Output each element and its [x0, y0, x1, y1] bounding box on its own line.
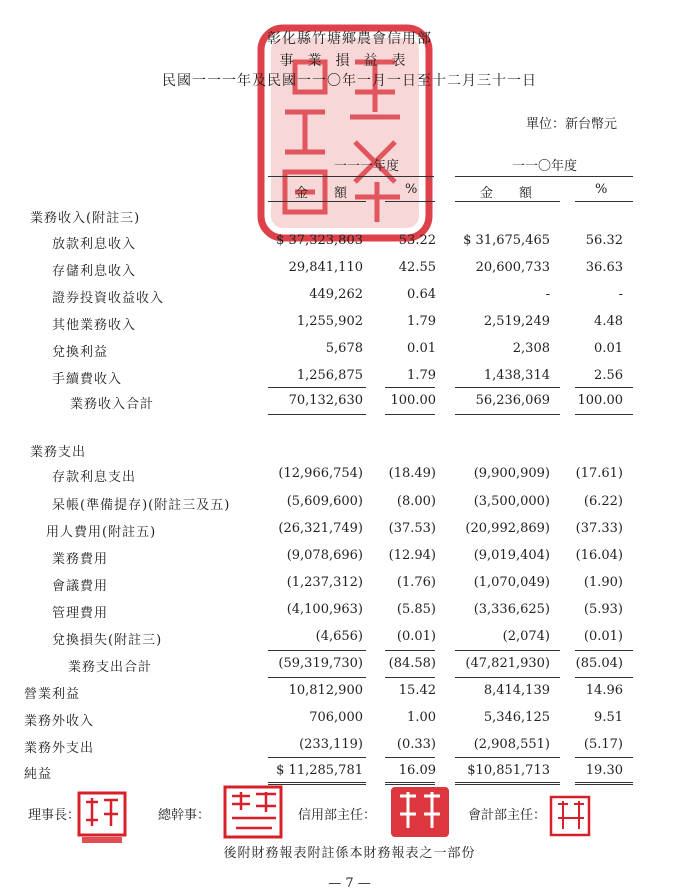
percent-prior: (16.04) [575, 548, 623, 563]
rule-rev-5 [268, 414, 366, 415]
amount-current: (1,237,312) [286, 575, 363, 590]
percent-current: 0.64 [407, 287, 436, 302]
percent-prior: 9.51 [594, 710, 623, 725]
expense-row [0, 466, 699, 486]
currency-unit: 單位：新台幣元 [525, 117, 617, 132]
rule-net-4 [575, 757, 633, 758]
percent-current: (84.58) [388, 656, 436, 671]
accounting-head-seal [548, 794, 592, 838]
row-label: 用人費用(附註五) [46, 525, 157, 540]
percent-current: 53.22 [398, 233, 436, 248]
percent-prior: 56.32 [585, 233, 623, 248]
percent-current: (37.53) [388, 521, 436, 536]
rule-exp-5 [268, 677, 366, 678]
row-label: 業務收入合計 [70, 397, 155, 412]
revenue-row [0, 260, 699, 280]
amount-current: $ 37,323,803 [276, 233, 363, 248]
row-label: 存儲利息收入 [52, 264, 137, 279]
amount-prior: (47,821,930) [465, 656, 550, 671]
rule-rev-3 [455, 387, 560, 388]
chairman-label: 理事長： [28, 808, 81, 823]
percent-current: (1.76) [396, 575, 436, 590]
row-label: 呆帳(準備提存)(附註三及五) [52, 498, 231, 513]
percent-prior: (5.17) [583, 737, 623, 752]
percent-current: (18.49) [388, 466, 436, 481]
rule-exp-4 [575, 650, 633, 651]
year-prior-header: 一一〇年度 [512, 159, 578, 174]
percent-prior: 100.00 [577, 393, 623, 408]
amount-header-prior: 金 額 [480, 186, 533, 201]
summary-row [0, 763, 699, 783]
row-label: 會議費用 [52, 579, 109, 594]
header-rule-2 [385, 201, 435, 202]
expense-row [0, 521, 699, 541]
amount-prior: (9,019,404) [473, 548, 550, 563]
amount-prior: (3,336,625) [473, 602, 550, 617]
expense-row [0, 494, 699, 514]
accounting-head-label: 會計部主任： [468, 808, 547, 823]
page-number: — 7 — [328, 876, 371, 891]
revenue-section-header: 業務收入(附註三) [30, 211, 141, 226]
row-label: 純益 [24, 767, 53, 782]
amount-prior: 2,519,249 [483, 314, 550, 329]
rule-net-7 [455, 782, 560, 785]
percent-prior: 14.96 [585, 683, 623, 698]
amount-prior: $ 31,675,465 [463, 233, 550, 248]
percent-prior: - [618, 287, 623, 302]
percent-header-prior: % [595, 182, 608, 197]
org-name: 彰化縣竹塘鄉農會信用部 [267, 31, 432, 47]
percent-prior: (37.33) [575, 521, 623, 536]
amount-current: (233,119) [299, 737, 363, 752]
amount-prior: 56,236,069 [475, 393, 550, 408]
percent-prior: 0.01 [594, 341, 623, 356]
rule-net-2 [385, 757, 435, 758]
revenue-row [0, 341, 699, 361]
amount-prior: (3,500,000) [473, 494, 550, 509]
rule-rev-6 [385, 414, 435, 415]
amount-prior: 2,308 [512, 341, 550, 356]
summary-row [0, 683, 699, 703]
percent-current: (5.85) [396, 602, 436, 617]
row-label: 業務費用 [52, 552, 109, 567]
amount-prior: 20,600,733 [475, 260, 550, 275]
amount-current: (4,100,963) [286, 602, 363, 617]
expense-row [0, 629, 699, 649]
amount-prior: - [545, 287, 550, 302]
amount-prior: 5,346,125 [483, 710, 550, 725]
amount-current: (26,321,749) [278, 521, 363, 536]
percent-header-current: % [405, 182, 418, 197]
amount-current: (9,078,696) [286, 548, 363, 563]
rule-exp-8 [575, 677, 633, 678]
header-rule-1 [268, 201, 366, 202]
amount-prior: 1,438,314 [483, 368, 550, 383]
rule-rev-8 [575, 414, 633, 415]
amount-current: (59,319,730) [278, 656, 363, 671]
amount-prior: 8,414,139 [483, 683, 550, 698]
row-label: 存款利息支出 [52, 470, 137, 485]
percent-current: (0.33) [396, 737, 436, 752]
credit-head-seal [388, 784, 452, 840]
amount-current: 29,841,110 [288, 260, 363, 275]
row-label: 兌換利益 [52, 345, 109, 360]
footer-note: 後附財務報表附註係本財務報表之一部份 [223, 846, 476, 861]
expense-row [0, 548, 699, 568]
amount-current: $ 11,285,781 [276, 763, 363, 778]
header-rule-3 [455, 201, 560, 202]
percent-current: 100.00 [390, 393, 436, 408]
amount-prior: (20,992,869) [465, 521, 550, 536]
percent-current: (12.94) [388, 548, 436, 563]
amount-current: 1,256,875 [296, 368, 363, 383]
rule-exp-2 [385, 650, 435, 651]
amount-prior: (2,074) [502, 629, 550, 644]
general-manager-label: 總幹事： [158, 808, 211, 823]
amount-current: (5,609,600) [286, 494, 363, 509]
amount-prior: $10,851,713 [467, 763, 550, 778]
credit-head-label: 信用部主任： [298, 808, 377, 823]
row-label: 放款利息收入 [52, 237, 137, 252]
rule-rev-7 [455, 414, 560, 415]
percent-prior: (0.01) [583, 629, 623, 644]
amount-prior: (1,070,049) [473, 575, 550, 590]
summary-row [0, 710, 699, 730]
revenue-total-row [0, 393, 699, 413]
report-period: 民國一一一年及民國一一〇年一月一日至十二月三十一日 [162, 73, 537, 89]
expense-total-row [0, 656, 699, 676]
rule-net-3 [455, 757, 560, 758]
percent-prior: (6.22) [583, 494, 623, 509]
rule-rev-2 [385, 387, 435, 388]
rule-net-1 [268, 757, 366, 758]
rule-exp-3 [455, 650, 560, 651]
year-prior-underline [455, 176, 633, 177]
row-label: 管理費用 [52, 606, 109, 621]
percent-current: 15.42 [398, 683, 436, 698]
year-current-underline [268, 176, 434, 177]
percent-current: 16.09 [398, 763, 436, 778]
row-label: 證券投資收益收入 [52, 291, 165, 306]
rule-net-8 [575, 782, 633, 785]
percent-current: (8.00) [396, 494, 436, 509]
percent-prior: (1.90) [583, 575, 623, 590]
percent-current: 42.55 [398, 260, 436, 275]
revenue-row [0, 314, 699, 334]
amount-current: 706,000 [309, 710, 363, 725]
revenue-row [0, 287, 699, 307]
expense-row [0, 602, 699, 622]
amount-current: 449,262 [309, 287, 363, 302]
expense-row [0, 575, 699, 595]
percent-prior: 36.63 [585, 260, 623, 275]
percent-current: 1.79 [407, 368, 436, 383]
percent-current: 1.79 [407, 314, 436, 329]
percent-prior: 4.48 [594, 314, 623, 329]
expense-section-header: 業務支出 [30, 445, 87, 460]
row-label: 手續費收入 [52, 372, 123, 387]
percent-prior: (85.04) [575, 656, 623, 671]
percent-prior: (17.61) [575, 466, 623, 481]
rule-rev-1 [268, 387, 366, 388]
revenue-row [0, 233, 699, 253]
chairman-seal [76, 790, 128, 846]
rule-exp-7 [455, 677, 560, 678]
percent-prior: (5.93) [583, 602, 623, 617]
rule-rev-4 [575, 387, 633, 388]
amount-header-current: 金 額 [295, 186, 348, 201]
rule-exp-1 [268, 650, 366, 651]
row-label: 兌換損失(附註三) [52, 633, 163, 648]
amount-prior: (9,900,909) [473, 466, 550, 481]
amount-current: 70,132,630 [288, 393, 363, 408]
percent-prior: 19.30 [585, 763, 623, 778]
year-current-header: 一一一年度 [334, 159, 400, 174]
amount-current: 5,678 [325, 341, 363, 356]
row-label: 業務支出合計 [68, 660, 153, 675]
row-label: 營業利益 [24, 687, 81, 702]
row-label: 其他業務收入 [52, 318, 137, 333]
amount-current: 10,812,900 [288, 683, 363, 698]
rule-exp-6 [385, 677, 435, 678]
header-rule-4 [575, 201, 633, 202]
amount-current: 1,255,902 [296, 314, 363, 329]
percent-current: 0.01 [407, 341, 436, 356]
amount-prior: (2,908,551) [473, 737, 550, 752]
revenue-row [0, 368, 699, 388]
row-label: 業務外收入 [24, 714, 95, 729]
percent-current: 1.00 [407, 710, 436, 725]
general-manager-seal [222, 784, 284, 840]
statement-title: 事業損益表 [279, 53, 420, 69]
row-label: 業務外支出 [24, 741, 95, 756]
summary-row [0, 737, 699, 757]
amount-current: (12,966,754) [278, 466, 363, 481]
percent-prior: 2.56 [594, 368, 623, 383]
percent-current: (0.01) [396, 629, 436, 644]
amount-current: (4,656) [315, 629, 363, 644]
